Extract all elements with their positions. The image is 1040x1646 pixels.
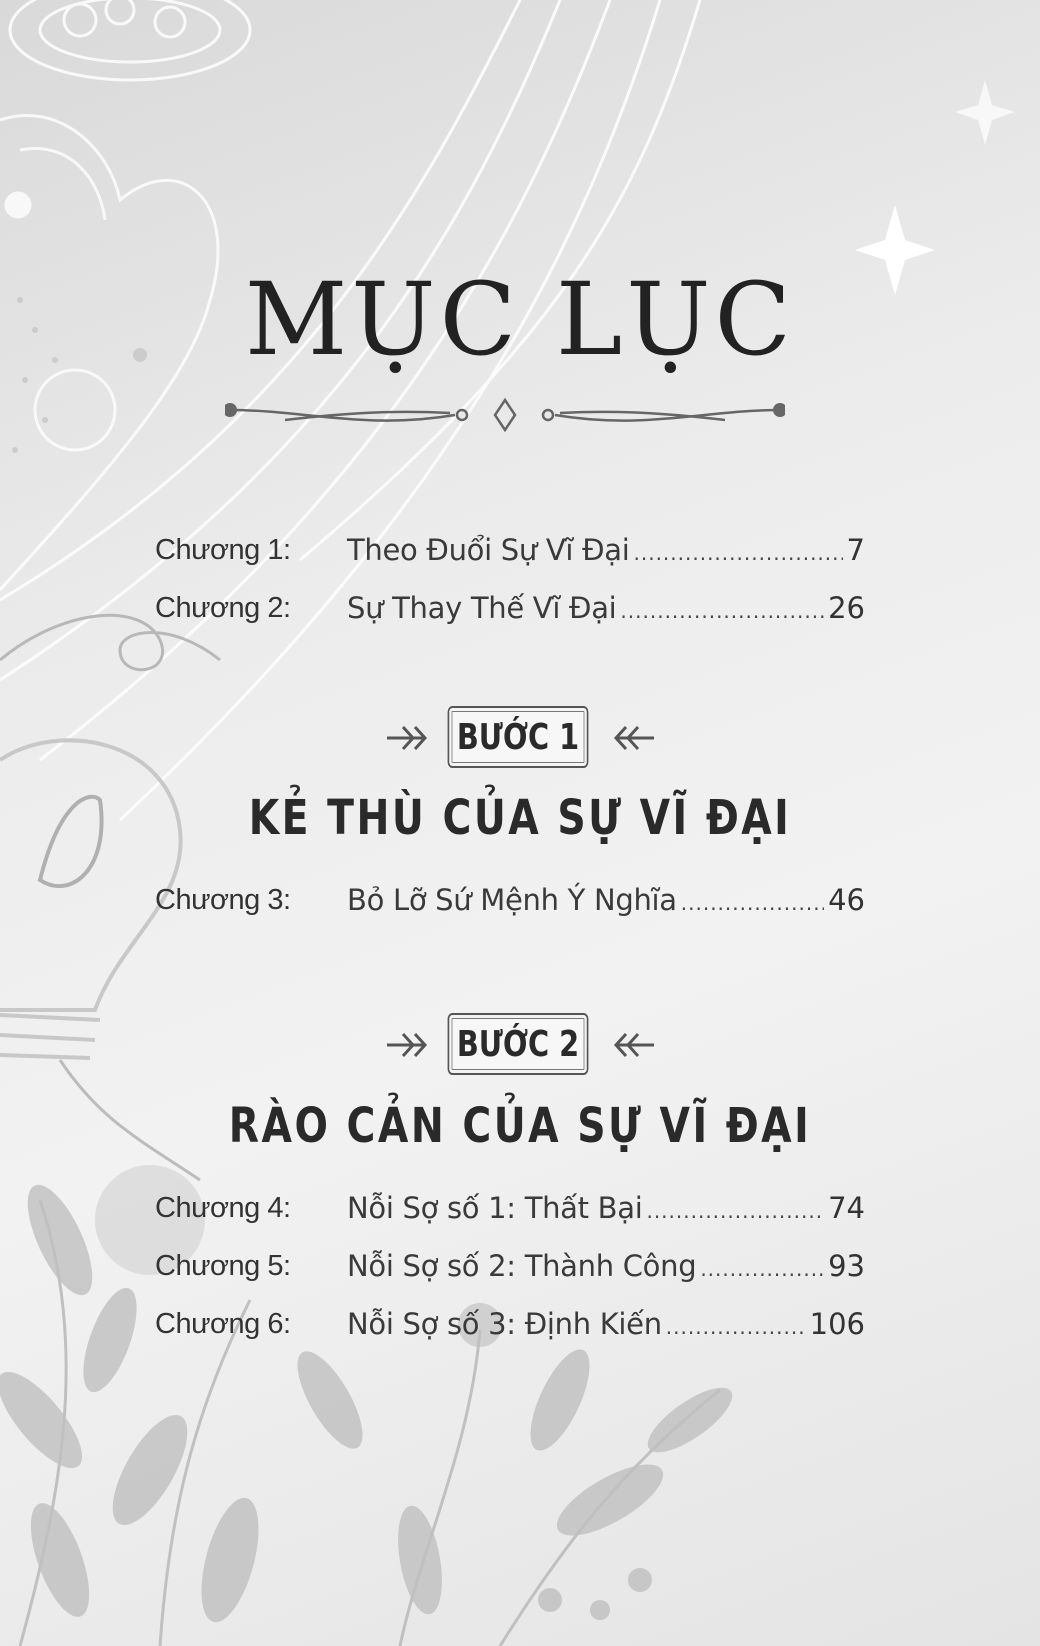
- leader-dots: [700, 1241, 824, 1291]
- chapter-title: Nỗi Sợ số 2: Thành Công: [347, 1249, 697, 1283]
- chapter-title: Nỗi Sợ số 1: Thất Bại: [347, 1191, 643, 1225]
- chapter-label: Chương 1:: [155, 534, 291, 566]
- toc-entry-chapter-4[interactable]: [155, 1186, 865, 1230]
- leader-dots: [681, 875, 824, 925]
- sparkle-icon: [855, 80, 1015, 295]
- page-title: MỤC LỤC: [244, 261, 796, 378]
- toc-entry-chapter-5[interactable]: [155, 1244, 865, 1288]
- chapter-page-number: 46: [828, 883, 865, 917]
- toc-entry-chapter-3[interactable]: [155, 878, 865, 922]
- chapter-title: Bỏ Lỡ Sứ Mệnh Ý Nghĩa: [347, 883, 677, 917]
- chapter-page-number: 7: [846, 533, 865, 567]
- chapter-page-number: 93: [828, 1249, 865, 1283]
- chapter-title: Nỗi Sợ số 3: Định Kiến: [347, 1307, 662, 1341]
- chapter-label: Chương 4:: [155, 1192, 291, 1224]
- leaf-illustration: [0, 1165, 741, 1628]
- section-heading: KẺ THÙ CỦA SỰ VĨ ĐẠI: [248, 790, 792, 846]
- chapter-title: Theo Đuổi Sự Vĩ Đại: [347, 533, 630, 567]
- chapter-page-number: 74: [828, 1191, 865, 1225]
- step-badge: BƯỚC 2: [448, 1013, 589, 1075]
- chapter-label: Chương 6:: [155, 1308, 291, 1340]
- toc-entry-chapter-6[interactable]: [155, 1302, 865, 1346]
- leader-dots: [634, 525, 843, 575]
- step-badge: BƯỚC 1: [448, 706, 589, 768]
- leader-dots: [666, 1299, 806, 1349]
- leader-dots: [646, 1183, 824, 1233]
- chapter-title: Sự Thay Thế Vĩ Đại: [347, 591, 617, 625]
- arrow-ornament-icon: [385, 723, 429, 753]
- chapter-label: Chương 3:: [155, 884, 291, 916]
- leader-dots: [620, 583, 824, 633]
- ornament-divider-icon: [225, 395, 785, 435]
- chapter-page-number: 26: [828, 591, 865, 625]
- toc-entry-chapter-2[interactable]: [155, 586, 865, 630]
- section-heading: RÀO CẢN CỦA SỰ VĨ ĐẠI: [228, 1098, 812, 1154]
- toc-entry-chapter-1[interactable]: [155, 528, 865, 572]
- arrow-ornament-icon: [612, 1030, 656, 1060]
- arrow-ornament-icon: [612, 723, 656, 753]
- chapter-label: Chương 5:: [155, 1250, 291, 1282]
- chapter-page-number: 106: [809, 1307, 865, 1341]
- arrow-ornament-icon: [385, 1030, 429, 1060]
- chapter-label: Chương 2:: [155, 592, 291, 624]
